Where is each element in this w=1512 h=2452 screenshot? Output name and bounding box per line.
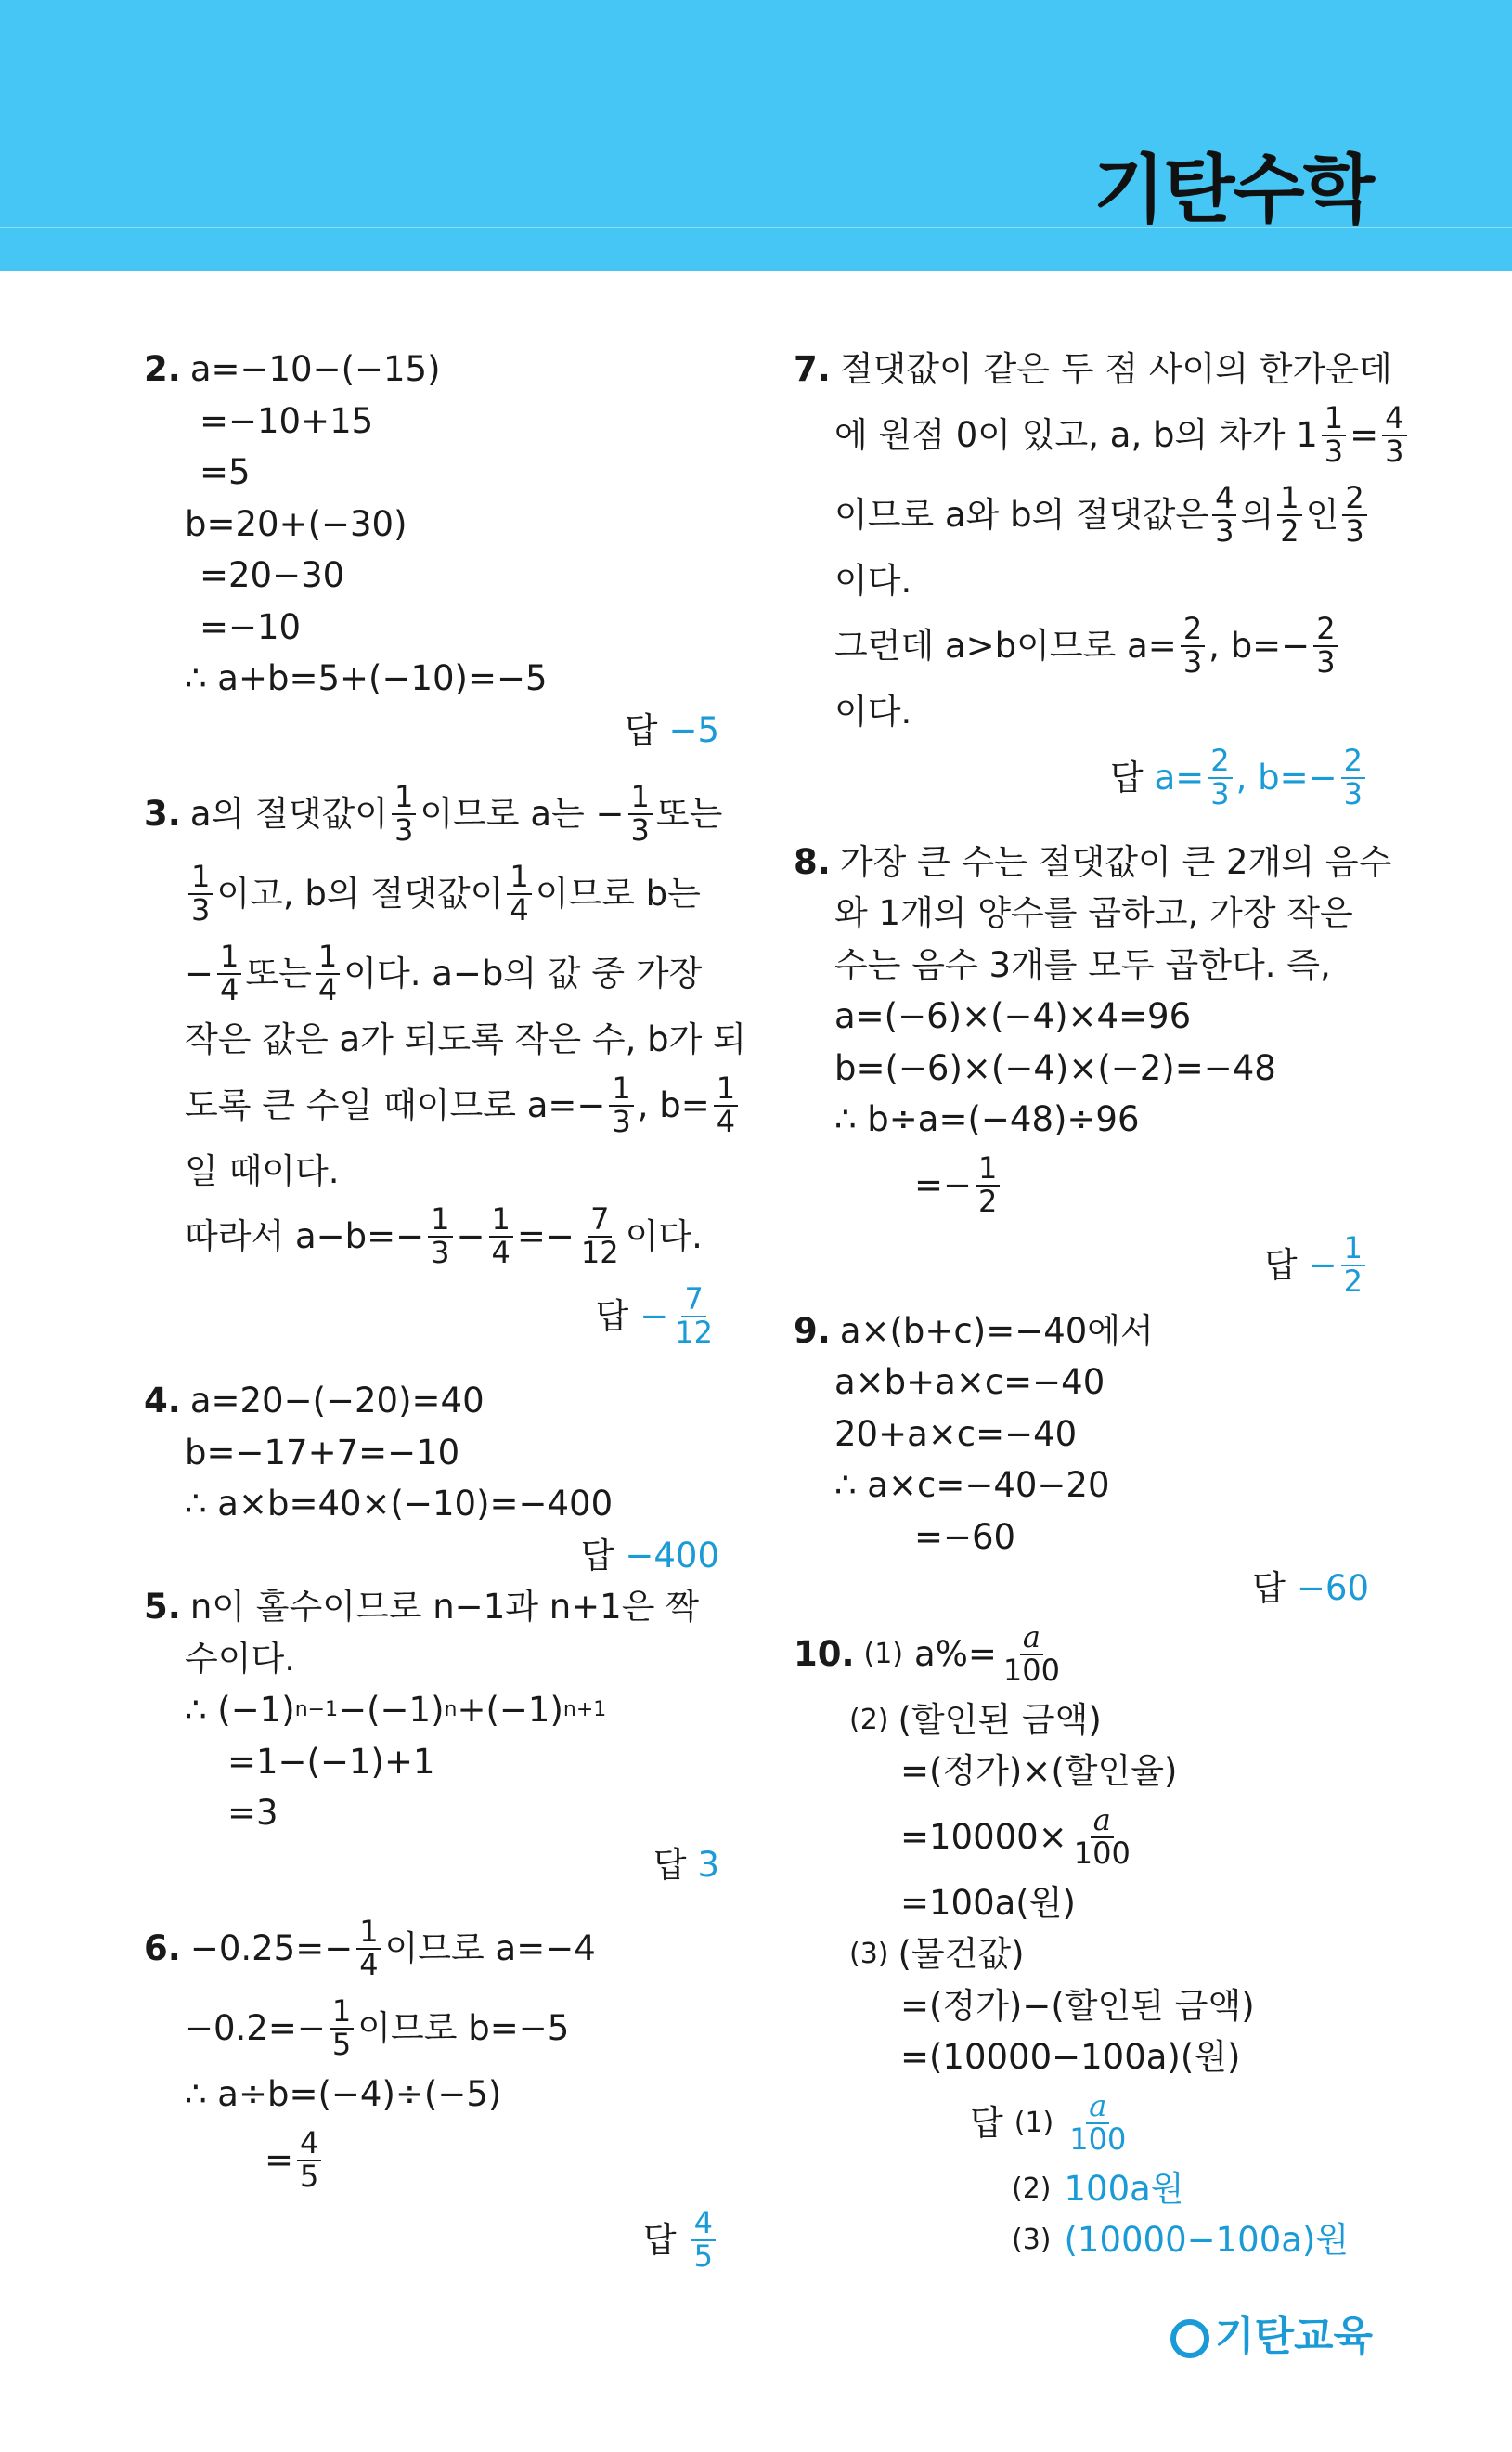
- answer-fraction: [1208, 742, 1232, 811]
- sub-label: (2): [1012, 2172, 1052, 2205]
- text: 또는: [655, 794, 723, 835]
- problem-3: [144, 774, 746, 1356]
- fraction: [1001, 1618, 1063, 1688]
- problem-10: [794, 1615, 1369, 2266]
- sub-label: (3): [1012, 2224, 1052, 2257]
- fraction: [428, 1201, 452, 1270]
- problem-number: 8.: [794, 841, 831, 882]
- denominator: 4: [359, 1947, 379, 1982]
- numerator: 2: [1313, 614, 1338, 647]
- denominator: 3: [1324, 433, 1344, 469]
- numerator: 1: [489, 1204, 513, 1238]
- text: 이므로 b는: [535, 874, 701, 915]
- fraction: [609, 1070, 633, 1139]
- eq-line: a×(b+c)=−40에서: [839, 1310, 1154, 1351]
- numerator: 2: [1341, 746, 1365, 779]
- header-banner: [0, 0, 1512, 271]
- numerator: a: [1091, 1805, 1114, 1838]
- exponent: n: [444, 1698, 458, 1722]
- answer-fraction: [691, 2204, 716, 2274]
- denominator: 2: [1343, 1263, 1363, 1299]
- answer-label: 답: [1109, 757, 1144, 798]
- numerator: 1: [609, 1073, 633, 1107]
- problem-number: 2.: [144, 349, 181, 389]
- fraction: [976, 1149, 1000, 1219]
- exponent: n−1: [294, 1698, 339, 1722]
- eq-line: ∴ a÷b=(−4)÷(−5): [185, 2074, 502, 2114]
- text: 의: [1240, 494, 1274, 535]
- text: =10000×: [900, 1816, 1067, 1857]
- fraction: [297, 2124, 321, 2194]
- numerator: a: [1020, 1622, 1043, 1655]
- text: =: [265, 2139, 294, 2180]
- fraction: [578, 1201, 622, 1270]
- numerator: 1: [217, 941, 241, 975]
- denominator: 100: [1069, 2121, 1127, 2157]
- eq-line: =−60: [914, 1516, 1016, 1557]
- eq-line: =1−(−1)+1: [227, 1741, 435, 1782]
- text: 이다.: [625, 1216, 703, 1257]
- numerator: 7: [681, 1284, 705, 1317]
- problem-2: [144, 344, 719, 756]
- text: (물건값): [898, 1934, 1025, 1974]
- fraction: [1382, 399, 1406, 469]
- denominator: 4: [491, 1235, 510, 1270]
- denominator: 3: [1182, 644, 1203, 680]
- eq-line: a=−10−(−15): [189, 349, 441, 389]
- numerator: 7: [588, 1204, 612, 1238]
- numerator: 2: [1208, 746, 1232, 779]
- numerator: 1: [330, 1996, 354, 2030]
- eq-line: =5: [200, 452, 251, 492]
- answer-fraction: [1341, 1229, 1365, 1299]
- numerator: 1: [976, 1153, 1000, 1187]
- left-column: [144, 344, 746, 2280]
- problem-6: [144, 1909, 719, 2280]
- text: −0.2=−: [185, 2008, 326, 2049]
- problem-5: [144, 1581, 719, 1890]
- fraction: [714, 1070, 738, 1139]
- sub-label: (3): [849, 1938, 889, 1971]
- text: 이므로 a=−4: [384, 1928, 596, 1969]
- problem-number: 9.: [794, 1310, 831, 1351]
- numerator: 1: [316, 941, 340, 975]
- problem-number: 4.: [144, 1381, 181, 1421]
- text: 이다.: [834, 692, 912, 732]
- numerator: 4: [1212, 483, 1236, 516]
- answer-label: 답: [970, 2102, 1003, 2143]
- denominator: 3: [1385, 433, 1404, 469]
- eq-line: =3: [227, 1793, 278, 1833]
- sub-label: (1): [1014, 2107, 1054, 2139]
- answer-label: 답: [624, 709, 658, 750]
- text: , b=−: [1208, 626, 1311, 667]
- denominator: 3: [431, 1235, 450, 1270]
- footer-logo: [1170, 2303, 1373, 2362]
- sub-label: (1): [863, 1638, 904, 1670]
- text: 이고, b의 절댓값이: [216, 874, 504, 915]
- numerator: 2: [1342, 483, 1366, 516]
- text: −0.25=−: [189, 1928, 354, 1969]
- answer-fraction: [672, 1281, 716, 1350]
- text: 이므로 a는 −: [420, 794, 625, 835]
- answer-fraction: [1341, 742, 1365, 811]
- numerator: 1: [188, 862, 213, 895]
- footer-brand: 기탄교육: [1214, 2313, 1373, 2360]
- numerator: 1: [1322, 403, 1346, 436]
- fraction: [1313, 611, 1338, 680]
- denominator: 100: [1073, 1835, 1131, 1871]
- answer-value: −5: [668, 709, 719, 750]
- denominator: 3: [394, 812, 414, 848]
- eq-part: +(−1): [457, 1690, 563, 1730]
- fraction: [1322, 399, 1346, 469]
- answer-text: a=: [1154, 757, 1205, 798]
- text: 일 때이다.: [185, 1150, 340, 1191]
- eq-line: b=−17+7=−10: [185, 1432, 460, 1472]
- fraction: [217, 941, 241, 1005]
- exponent: n+1: [562, 1698, 607, 1722]
- text: 와 1개의 양수를 곱하고, 가장 작은: [834, 893, 1353, 933]
- text: a%=: [914, 1633, 997, 1674]
- text: −: [456, 1216, 485, 1257]
- denominator: 3: [612, 1103, 631, 1139]
- text: , b=: [637, 1084, 710, 1125]
- numerator: 1: [1341, 1233, 1365, 1266]
- numerator: a: [1086, 2091, 1109, 2124]
- fraction: [1212, 479, 1236, 549]
- eq-line: a×b+a×c=−40: [834, 1362, 1105, 1402]
- eq-line: b=20+(−30): [185, 503, 407, 544]
- eq-line: ∴ a×c=−40−20: [834, 1465, 1110, 1505]
- eq-line: b=(−6)×(−4)×(−2)=−48: [834, 1047, 1276, 1088]
- eq-line: 20+a×c=−40: [834, 1413, 1078, 1454]
- fraction: [507, 859, 531, 928]
- eq-line: =(정가)−(할인된 금액): [900, 1985, 1255, 2026]
- numerator: 4: [297, 2128, 321, 2161]
- fraction: [628, 779, 653, 848]
- problem-number: 5.: [144, 1587, 181, 1627]
- text: 수이다.: [185, 1638, 295, 1679]
- problem-number: 6.: [144, 1928, 181, 1969]
- problem-number: 7.: [794, 349, 831, 389]
- denominator: 12: [675, 1315, 713, 1350]
- text: 절댓값이 같은 두 점 사이의 한가운데: [839, 349, 1392, 389]
- denominator: 4: [510, 892, 529, 928]
- denominator: 3: [1210, 775, 1230, 811]
- text: =−: [516, 1216, 575, 1257]
- text: 이다. a−b의 값 중 가장: [343, 954, 703, 994]
- eq-line: =100a(원): [900, 1882, 1076, 1923]
- fraction: [316, 941, 340, 1005]
- text: 그런데 a>b이므로 a=: [834, 626, 1177, 667]
- answer-label: 답: [1263, 1244, 1298, 1285]
- numerator: 1: [507, 862, 531, 895]
- denominator: 3: [191, 892, 211, 928]
- eq-line: a=(−6)×(−4)×4=96: [834, 996, 1192, 1036]
- answer-label: 답: [653, 1844, 687, 1885]
- eq-line: a=20−(−20)=40: [189, 1381, 485, 1421]
- answer-value: −400: [625, 1535, 719, 1576]
- text: 이므로 b=−5: [357, 2008, 570, 2049]
- text: 이므로 a와 b의 절댓값은: [834, 494, 1209, 535]
- answer-label: 답: [580, 1535, 614, 1576]
- eq-line: ∴ a+b=5+(−10)=−5: [185, 658, 548, 698]
- denominator: 3: [1345, 512, 1364, 549]
- problem-4: [144, 1375, 719, 1581]
- answer-label: 답: [1252, 1568, 1286, 1608]
- denominator: 4: [317, 972, 338, 1007]
- text: =−: [914, 1164, 973, 1205]
- text: =: [1350, 414, 1379, 455]
- denominator: 5: [693, 2238, 713, 2274]
- eq-line: =(10000−100a)(원): [900, 2037, 1241, 2077]
- text: 인: [1305, 494, 1339, 535]
- text: (할인된 금액): [898, 1699, 1102, 1740]
- eq-part: ∴ (−1): [185, 1690, 295, 1730]
- denominator: 100: [1002, 1652, 1060, 1688]
- numerator: 1: [392, 782, 416, 815]
- eq-line: =(정가)×(할인율): [900, 1751, 1178, 1791]
- eq-line: =20−30: [200, 555, 345, 595]
- eq-line: =−10+15: [200, 400, 374, 441]
- eq-line: =−10: [200, 606, 302, 647]
- denominator: 5: [331, 2027, 352, 2062]
- text: 작은 값은 a가 되도록 작은 수, b가 되: [185, 1019, 746, 1059]
- problem-7: [794, 344, 1404, 818]
- denominator: 3: [1343, 775, 1363, 811]
- denominator: 2: [1280, 512, 1299, 549]
- answer-sign: −: [1308, 1244, 1338, 1285]
- numerator: 1: [714, 1073, 738, 1107]
- fraction: [1277, 479, 1301, 549]
- text: 이다.: [834, 560, 912, 601]
- text: 따라서 a−b=−: [185, 1216, 425, 1257]
- text: 에 원점 0이 있고, a, b의 차가 1: [834, 414, 1318, 455]
- numerator: 2: [1181, 614, 1205, 647]
- fraction: [188, 859, 213, 928]
- text: a의 절댓값이: [189, 794, 388, 835]
- answer-sign: −: [640, 1296, 669, 1337]
- right-column: [794, 344, 1404, 2266]
- answer-fraction: [1066, 2087, 1129, 2157]
- denominator: 12: [580, 1235, 619, 1270]
- answer-value: 3: [697, 1844, 719, 1885]
- denominator: 3: [1215, 512, 1234, 549]
- text: −: [185, 954, 214, 994]
- text: 또는: [245, 954, 312, 994]
- text: 가장 큰 수는 절댓값이 큰 2개의 음수: [839, 841, 1392, 882]
- numerator: 1: [628, 782, 653, 815]
- numerator: 1: [356, 1916, 381, 1950]
- logo-g-icon: [1170, 2319, 1209, 2358]
- fraction: [392, 779, 416, 848]
- fraction: [1342, 479, 1366, 549]
- problem-number: 3.: [144, 794, 181, 835]
- denominator: 5: [300, 2158, 319, 2194]
- denominator: 4: [716, 1103, 736, 1139]
- numerator: 1: [1277, 483, 1301, 516]
- fraction: [489, 1201, 513, 1270]
- numerator: 1: [428, 1204, 452, 1238]
- fraction: [356, 1916, 381, 1980]
- eq-part: −(−1): [338, 1690, 445, 1730]
- text: n이 홀수이므로 n−1과 n+1은 짝: [189, 1587, 699, 1627]
- numerator: 4: [691, 2208, 716, 2241]
- numerator: 4: [1382, 403, 1406, 436]
- denominator: 2: [978, 1183, 998, 1219]
- answer-label: 답: [595, 1296, 629, 1337]
- denominator: 3: [1316, 644, 1336, 680]
- problem-8: [794, 837, 1392, 1305]
- sub-label: (2): [849, 1703, 889, 1736]
- text: 수는 음수 3개를 모두 곱한다. 즉,: [834, 944, 1331, 985]
- answer-value: 100a원: [1064, 2168, 1184, 2209]
- problem-9: [794, 1305, 1369, 1615]
- problem-number: 10.: [794, 1633, 855, 1674]
- denominator: 4: [220, 972, 239, 1007]
- brand-logo: 기탄수학: [1092, 147, 1373, 233]
- answer-text: , b=−: [1235, 757, 1338, 798]
- text: 도록 큰 수일 때이므로 a=−: [185, 1084, 606, 1125]
- eq-line: ∴ a×b=40×(−10)=−400: [185, 1484, 614, 1524]
- eq-line: ∴ b÷a=(−48)÷96: [834, 1099, 1140, 1139]
- fraction: [1071, 1801, 1133, 1871]
- answer-value: −60: [1296, 1568, 1369, 1608]
- denominator: 3: [630, 812, 650, 848]
- fraction: [330, 1993, 354, 2062]
- answer-label: 답: [642, 2219, 677, 2260]
- answer-value: (10000−100a)원: [1064, 2220, 1350, 2260]
- fraction: [1181, 611, 1205, 680]
